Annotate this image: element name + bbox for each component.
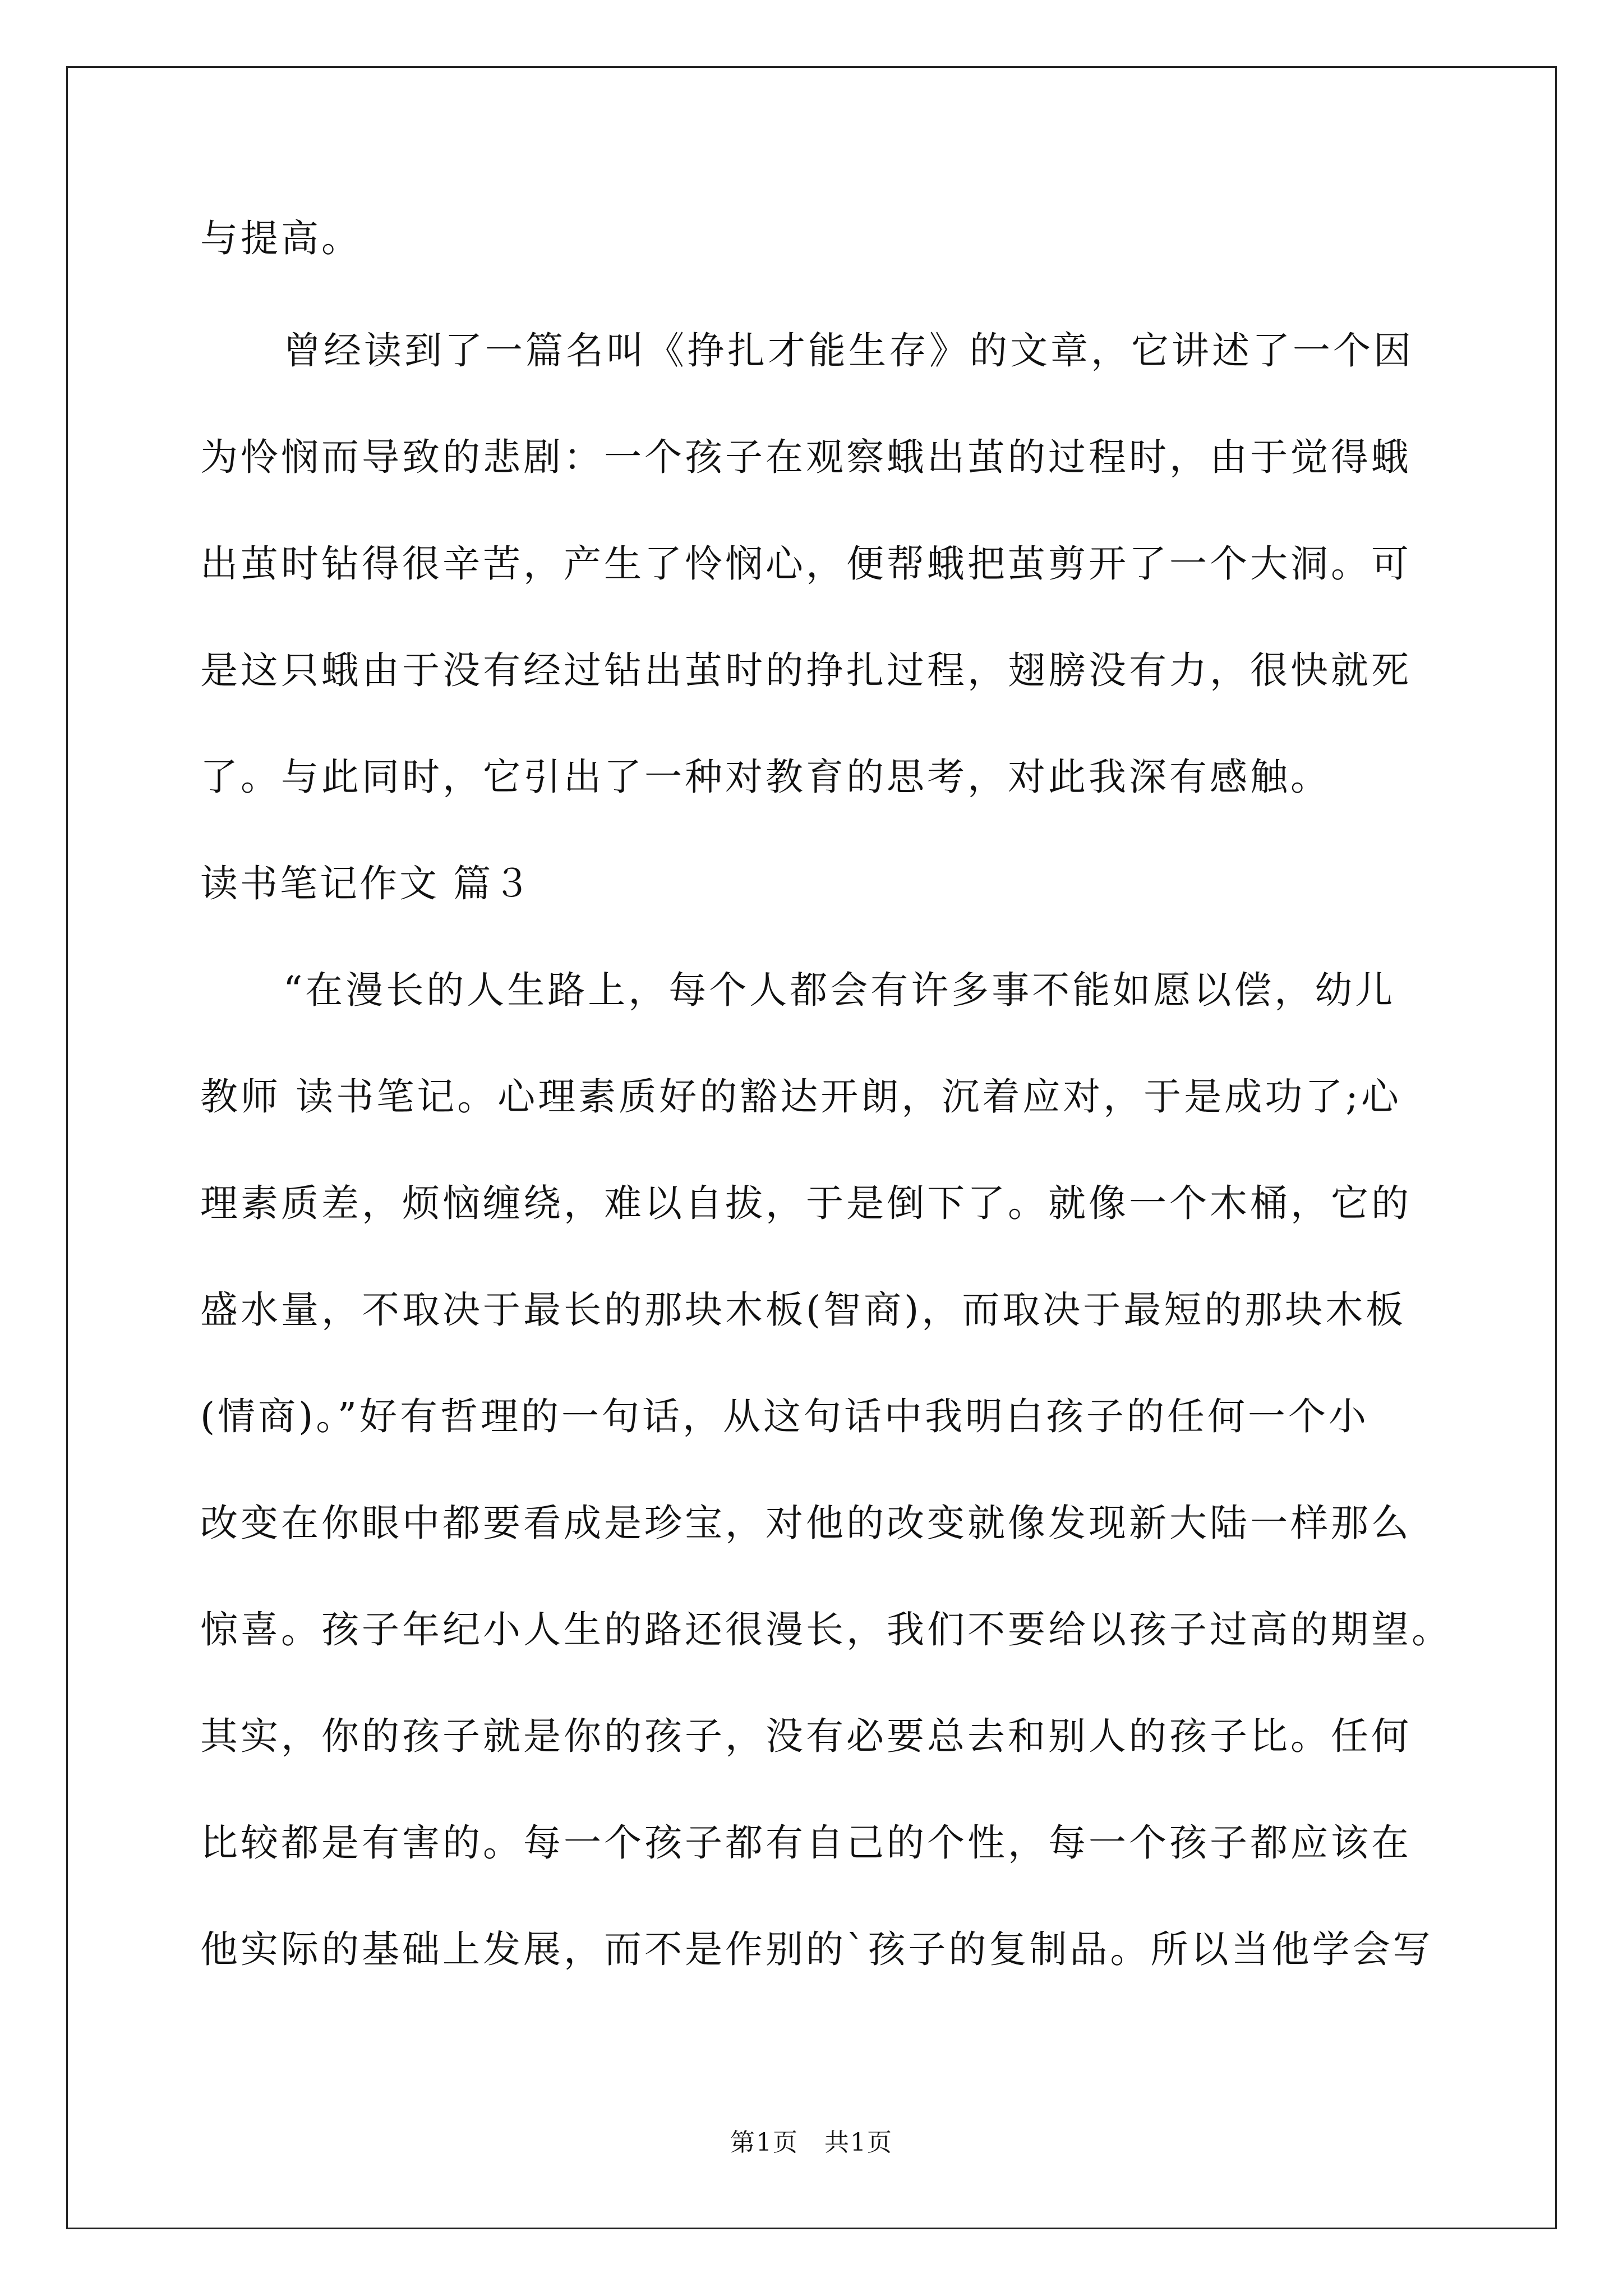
section-heading: 读书笔记作文 篇３ xyxy=(200,862,533,905)
paragraph-line: 改变在你眼中都要看成是珍宝，对他的改变就像发现新大陆一样那么 xyxy=(200,1501,1412,1545)
paragraph-line: 出茧时钻得很辛苦，产生了怜悯心，便帮蛾把茧剪开了一个大洞。可 xyxy=(200,542,1412,586)
paragraph-line: 理素质差，烦恼缠绕，难以自拔，于是倒下了。就像一个木桶，它的 xyxy=(200,1181,1412,1225)
paragraph-line: “在漫长的人生路上，每个人都会有许多事不能如愿以偿，幼儿 xyxy=(283,968,1396,1012)
paragraph-line: 了。与此同时，它引出了一种对教育的思考，对此我深有感触。 xyxy=(200,755,1331,799)
paragraph-line: 其实，你的孩子就是你的孩子，没有必要总去和别人的孩子比。任何 xyxy=(200,1714,1412,1758)
paragraph-line: 比较都是有害的。每一个孩子都有自己的个性，每一个孩子都应该在 xyxy=(200,1821,1412,1865)
paragraph-line: 为怜悯而导致的悲剧：一个孩子在观察蛾出茧的过程时，由于觉得蛾 xyxy=(200,435,1412,479)
paragraph-line: 与提高。 xyxy=(200,217,362,260)
paragraph-line: 教师 读书笔记。心理素质好的豁达开朗，沉着应对，于是成功了;心 xyxy=(200,1075,1401,1119)
document-body xyxy=(200,202,1452,2019)
paragraph-line: 盛水量，不取决于最长的那块木板(智商)，而取决于最短的那块木板 xyxy=(200,1288,1407,1332)
paragraph-line: 他实际的基础上发展，而不是作别的`孩子的复制品。所以当他学会写 xyxy=(200,1927,1433,1971)
paragraph-line: (情商)。”好有哲理的一句话，从这句话中我明白孩子的任何一个小 xyxy=(200,1395,1370,1438)
paragraph-line: 惊喜。孩子年纪小人生的路还很漫长，我们不要给以孩子过高的期望。 xyxy=(200,1608,1452,1651)
paragraph-line: 曾经读到了一篇名叫《挣扎才能生存》的文章，它讲述了一个因 xyxy=(283,329,1414,372)
paragraph-line: 是这只蛾由于没有经过钻出茧时的挣扎过程，翅膀没有力，很快就死 xyxy=(200,648,1412,692)
page-footer: 第1页 共1页 xyxy=(730,2128,893,2157)
